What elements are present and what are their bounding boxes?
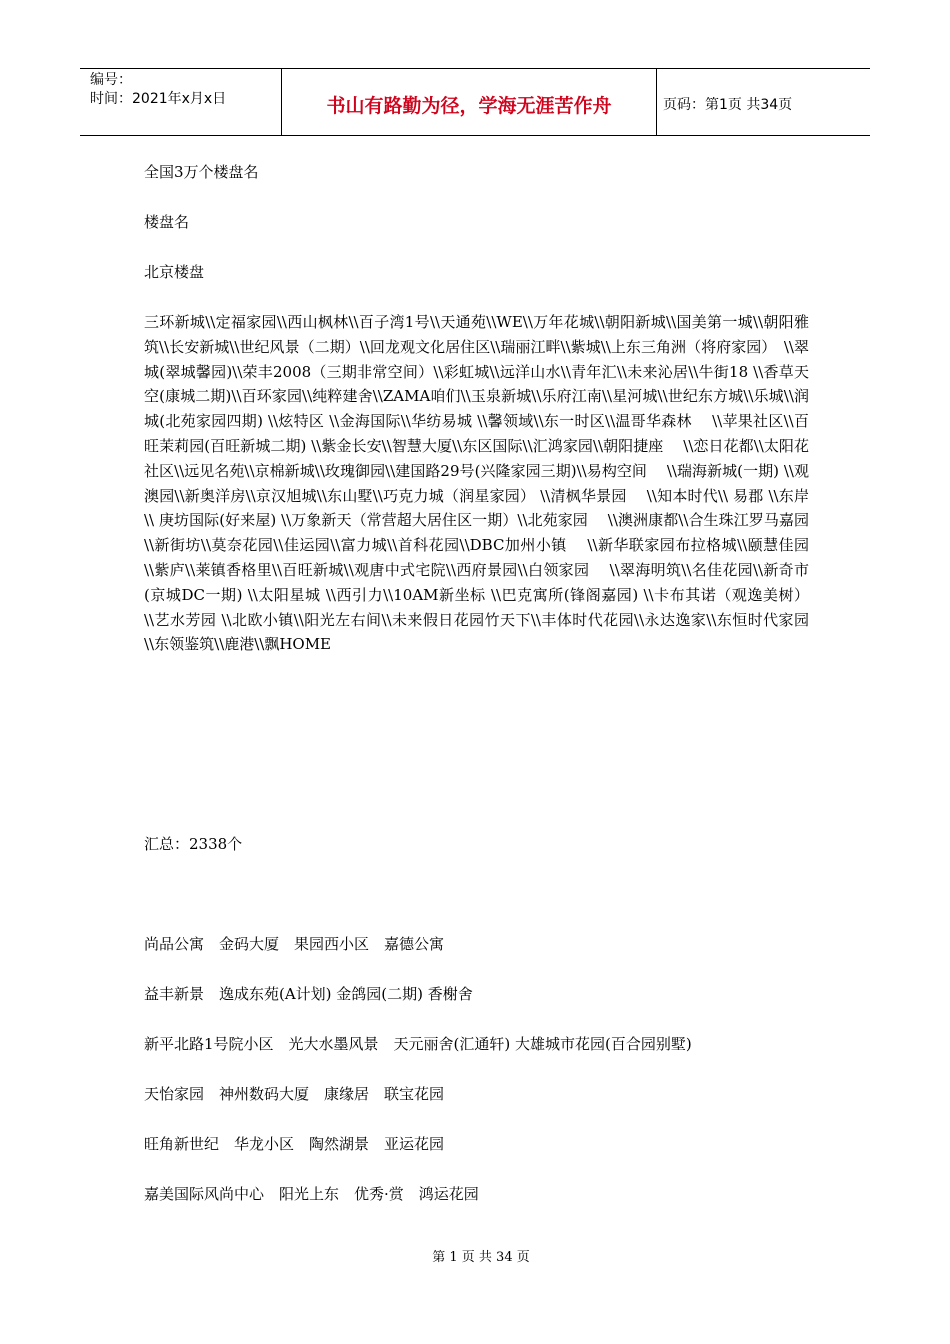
section-heading: 北京楼盘 — [144, 263, 205, 281]
time-label: 时间：2021年x月x日 — [90, 91, 227, 107]
list-row: 尚品公寓 金码大厦 果园西小区 嘉德公寓 — [144, 935, 445, 953]
header-motto: 书山有路勤为径，学海无涯苦作舟 — [282, 69, 657, 135]
document-subtitle: 楼盘名 — [144, 213, 190, 231]
list-row: 嘉美国际风尚中心 阳光上东 优秀·赏 鸿运花园 — [144, 1185, 479, 1203]
header-page-info: 页码：第1页 共34页 — [663, 97, 793, 113]
document-title: 全国3万个楼盘名 — [144, 163, 259, 181]
list-row: 天怡家园 神州数码大厦 康缘居 联宝花园 — [144, 1085, 445, 1103]
main-paragraph: 三环新城\\定福家园\\西山枫林\\百子湾1号\\天通苑\\WE\\万年花城\\朝阳新城\\国美第一城\\朝阳雅筑\\长安新城\\世纪风景（二期）\\回龙观文化居住区\\瑞丽江畔\\紫城\\上东三角洲（将府家园） \\翠城(翠城馨园)\\荣丰2008（三期非常空间）\\彩虹城\\远洋山水\\青年汇\\未来沁居\\牛街18 \\香草天空(康城二期)\\百环家园\\纯粹建舍\\ZAMA咱们\\玉泉新城\\乐府江南\\星河城\\世纪东方城\\乐城\\润城(北苑家园四期) \\炫特区 \\金海国际\\华纺易城 \\馨领域\\东一时区\\温哥华森林 \\苹果社区\\百旺茉莉园(百旺新城二期) \\紫金长安\\智慧大厦\\东区国际\\汇鸿家园\\朝阳捷座 \\恋日花都\\太阳花社区\\远见名苑\\京棉新城\\玫瑰御园\\建国路29号(兴隆家园三期)\\易构空间 \\瑞海新城(一期) \\观澳园\\新奥洋房\\京汉旭城\\东山墅\\巧克力城（润星家园） \\清枫华景园 \\知本时代\\ 易郡 \\东岸\\ 庚坊国际(好来屋) \\万象新天（常营超大居住区一期）\\北苑家园 \\澳洲康都\\合生珠江罗马嘉园\\新街坊\\莫奈花园\\佳运园\\富力城\\首科花园\\DBC加州小镇 \\新华联家园布拉格城\\颐慧佳园\\紫庐\\莱镇香格里\\百旺新城\\观唐中式宅院\\西府景园\\白领家园 \\翠海明筑\\名佳花园\\新奇市(京城DC一期) \\太阳星城 \\西引力\\10AM新坐标 \\巴克寓所(锋阁嘉园) \\卡布其诺（观逸美树） \\艺水芳园 \\北欧小镇\\阳光左右间\\未来假日花园竹天下\\丰体时代花园\\永达逸家\\东恒时代家园\\东领鉴筑\\鹿港\\飘HOME — [144, 313, 809, 654]
document-header — [80, 68, 870, 136]
list-row: 旺角新世纪 华龙小区 陶然湖景 亚运花园 — [144, 1135, 445, 1153]
list-row: 新平北路1号院小区 光大水墨风景 天元丽舍(汇通轩) 大雄城市花园(百合园别墅) — [144, 1035, 692, 1053]
list-row: 益丰新景 逸成东苑(A计划) 金鸽园(二期) 香榭舍 — [144, 985, 473, 1003]
document-body — [144, 160, 809, 657]
number-label: 编号： — [90, 72, 132, 88]
estate-list — [144, 932, 692, 1232]
page-footer: 第 1 页 共 34 页 — [432, 1250, 530, 1265]
summary-line: 汇总：2338个 — [144, 835, 243, 853]
header-meta — [80, 69, 282, 135]
